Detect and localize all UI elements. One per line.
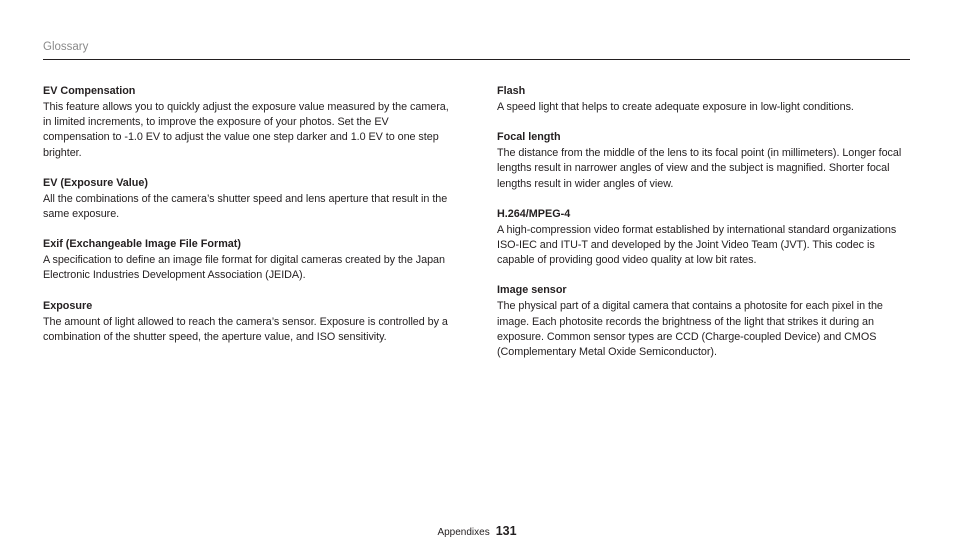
page-header-title: Glossary xyxy=(43,41,89,53)
glossary-term: EV Compensation xyxy=(43,85,136,97)
glossary-definition: A specification to define an image file format for digital cameras created by the Japan Electronic Industries Development Association (JEIDA). xyxy=(43,254,445,282)
glossary-definition: All the combinations of the camera’s shutter speed and lens aperture that result in the same exposure. xyxy=(43,192,448,221)
glossary-definition: The physical part of a digital camera that contains a photosite for each pixel in the image. Each photosite records the brightness of the light that strikes it during an exposure. Common sensor types are CCD (Charge-coupled Device) and CMOS (Complementary Metal Oxide Semiconductor). xyxy=(497,300,883,359)
glossary-definition: A high-compression video format established by international standard organizations ISO-IEC and ITU-T and developed by the Joint Video Team (JVT). This codec is capable of providing good video quality at low bit rates. xyxy=(497,223,897,267)
glossary-term: Image sensor xyxy=(497,284,567,297)
glossary-definition: This feature allows you to quickly adjust the exposure value measured by the camera, in limited increments, to improve the exposure of your photos. Set the EV compensation to -1.0 EV to adjust the value one step darker and 1.0 EV to one step brighter. xyxy=(43,101,449,159)
glossary-term: H.264/MPEG-4 xyxy=(497,207,571,220)
footer-section-label: Appendixes xyxy=(437,527,490,538)
glossary-term: Exposure xyxy=(43,299,93,312)
glossary-entry-ev-exposure-value xyxy=(43,176,455,222)
glossary-right-column xyxy=(497,84,910,375)
glossary-definition: A speed light that helps to create adequate exposure in low-light conditions. xyxy=(497,101,854,113)
glossary-entry-flash xyxy=(497,84,910,115)
glossary-entry-exposure xyxy=(43,299,455,345)
glossary-definition: The distance from the middle of the lens to its focal point (in millimeters). Longer focal lengths result in narrower angles of view and the subject is magnified. Shorter focal lengths result in wider angles of view. xyxy=(497,147,902,190)
glossary-entry-exif xyxy=(43,237,455,283)
glossary-entry-image-sensor xyxy=(497,283,910,360)
glossary-left-column xyxy=(43,84,455,360)
glossary-definition: The amount of light allowed to reach the camera’s sensor. Exposure is controlled by a combination of the shutter speed, the aperture value, and ISO sensitivity. xyxy=(43,315,448,343)
page-footer xyxy=(0,524,954,538)
page-number: 131 xyxy=(495,524,517,538)
glossary-term: Exif (Exchangeable Image File Format) xyxy=(43,238,241,251)
glossary-entry-ev-compensation xyxy=(43,84,455,161)
glossary-term: Focal length xyxy=(497,131,561,144)
header-divider xyxy=(43,59,910,60)
glossary-term: EV (Exposure Value) xyxy=(43,176,149,189)
glossary-entry-h264-mpeg4 xyxy=(497,207,910,269)
glossary-entry-focal-length xyxy=(497,130,910,192)
glossary-term: Flash xyxy=(497,85,526,97)
